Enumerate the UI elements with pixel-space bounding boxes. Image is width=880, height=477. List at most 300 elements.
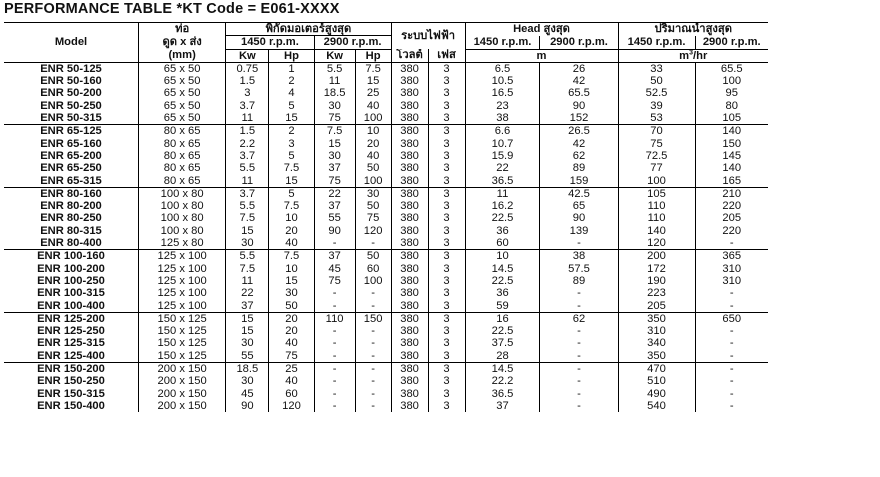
head-2900-cell: 152	[540, 112, 618, 125]
head-1450-cell: 6.5	[465, 62, 540, 75]
hp-2900-cell: -	[355, 388, 391, 400]
model-cell: ENR 65-250	[40, 162, 102, 175]
table-row	[4, 225, 768, 237]
table-row	[4, 350, 768, 363]
kw-1450-cell: 3.7	[226, 187, 269, 200]
hp-2900-cell: -	[355, 350, 391, 363]
head-2900-cell: 89	[540, 275, 618, 287]
kw-1450-cell: 3	[226, 87, 269, 99]
hp-1450-cell: 15	[269, 112, 314, 125]
flow-1450-cell: 120	[618, 237, 695, 250]
model-cell: ENR 50-160	[40, 75, 102, 88]
kw-1450-cell: 3.7	[226, 100, 269, 112]
volt-cell: 380	[391, 275, 428, 287]
hp-2900-cell: 60	[355, 263, 391, 275]
table-row	[4, 112, 768, 125]
kw-2900-cell: 37	[314, 250, 355, 263]
kw-2900-cell: 55	[314, 212, 355, 224]
head-1450-cell: 6.6	[465, 125, 540, 138]
pipe-cell: 80 x 65	[139, 138, 226, 150]
flow-2900-cell: -	[695, 300, 768, 313]
kw-1450-cell: 7.5	[226, 212, 269, 224]
phase-cell: 3	[428, 100, 465, 112]
hp-2900-header: Hp	[355, 49, 391, 62]
volt-cell: 380	[391, 112, 428, 125]
table-row	[4, 125, 768, 138]
kw-2900-cell: -	[314, 375, 355, 387]
volt-cell: 380	[391, 175, 428, 188]
flow-1450-cell: 310	[618, 325, 695, 337]
hp-1450-cell: 40	[269, 337, 314, 349]
head-2900-cell: -	[540, 237, 618, 250]
flow-1450-cell: 50	[618, 75, 695, 87]
phase-cell: 3	[428, 375, 465, 387]
kw-2900-cell: 30	[314, 100, 355, 112]
head-1450-cell: 60	[465, 237, 540, 250]
hp-2900-cell: 15	[355, 75, 391, 87]
table-row	[4, 275, 768, 287]
head-1450-cell: 10.7	[465, 138, 540, 150]
kw-1450-cell: 18.5	[226, 363, 269, 376]
flow-1450-cell: 350	[618, 350, 695, 363]
hp-2900-cell: -	[355, 375, 391, 387]
pipe-cell: 80 x 65	[139, 150, 226, 162]
head-2900-cell: 65.5	[540, 87, 618, 99]
volt-cell: 380	[391, 312, 428, 325]
head-1450-cell: 22.5	[465, 212, 540, 224]
pipe-cell: 125 x 100	[139, 287, 226, 299]
kw-2900-cell: 7.5	[314, 125, 355, 138]
kw-1450-cell: 1.5	[226, 125, 269, 138]
hp-1450-cell: 50	[269, 300, 314, 313]
flow-1450-cell: 540	[618, 400, 695, 412]
phase-cell: 3	[428, 62, 465, 75]
motor-1450-header: 1450 r.p.m.	[226, 36, 314, 49]
flow-2900-cell: -	[695, 237, 768, 250]
head-2900-cell: 89	[540, 162, 618, 174]
phase-cell: 3	[428, 75, 465, 87]
head-1450-cell: 15.9	[465, 150, 540, 162]
phase-header: เฟส	[428, 49, 465, 62]
kw-2900-cell: 37	[314, 200, 355, 212]
kw-1450-cell: 11	[226, 175, 269, 188]
pipe-cell: 200 x 150	[139, 363, 226, 376]
hp-1450-cell: 10	[269, 263, 314, 275]
head-2900-cell: -	[540, 325, 618, 337]
head-1450-cell: 59	[465, 300, 540, 313]
pipe-cell: 65 x 50	[139, 62, 226, 75]
volt-cell: 380	[391, 350, 428, 363]
head-1450-cell: 37.5	[465, 337, 540, 349]
hp-2900-cell: 100	[355, 275, 391, 287]
pipe-cell: 200 x 150	[139, 388, 226, 400]
kw-1450-cell: 30	[226, 237, 269, 250]
power-header: ระบบไฟฟ้า	[391, 23, 465, 50]
phase-cell: 3	[428, 237, 465, 250]
hp-2900-cell: 50	[355, 200, 391, 212]
head-1450-cell: 16.5	[465, 87, 540, 99]
pipe-cell: 65 x 50	[139, 112, 226, 125]
model-cell: ENR 150-250	[37, 375, 105, 388]
head-1450-cell: 36	[465, 287, 540, 299]
phase-cell: 3	[428, 112, 465, 125]
volt-cell: 380	[391, 212, 428, 224]
hp-1450-cell: 4	[269, 87, 314, 99]
table-row	[4, 162, 768, 174]
volt-cell: 380	[391, 100, 428, 112]
volt-cell: 380	[391, 75, 428, 87]
hp-1450-cell: 7.5	[269, 250, 314, 263]
hp-2900-cell: -	[355, 400, 391, 412]
table-row	[4, 138, 768, 150]
kw-2900-cell: 75	[314, 275, 355, 287]
head-1450-cell: 22.5	[465, 275, 540, 287]
hp-1450-cell: 20	[269, 312, 314, 325]
kw-1450-cell: 11	[226, 275, 269, 287]
hp-2900-cell: 40	[355, 100, 391, 112]
hp-2900-cell: 50	[355, 162, 391, 174]
volt-cell: 380	[391, 187, 428, 200]
flow-2900-cell: -	[695, 287, 768, 299]
kw-2900-cell: -	[314, 388, 355, 400]
kw-1450-cell: 2.2	[226, 138, 269, 150]
flow-2900-cell: 150	[695, 138, 768, 150]
flow-2900-cell: 205	[695, 212, 768, 224]
volt-cell: 380	[391, 287, 428, 299]
hp-2900-cell: 10	[355, 125, 391, 138]
hp-1450-cell: 15	[269, 175, 314, 188]
model-cell: ENR 125-200	[4, 312, 139, 325]
kw-2900-cell: 5.5	[314, 62, 355, 75]
head-2900-cell: 42	[540, 75, 618, 87]
table-row	[4, 337, 768, 349]
performance-table	[4, 22, 768, 412]
kw-2900-cell: 11	[314, 75, 355, 87]
hp-1450-cell: 60	[269, 388, 314, 400]
flow-1450-cell: 110	[618, 212, 695, 224]
flow-2900-cell: 100	[695, 75, 768, 87]
kw-1450-cell: 15	[226, 225, 269, 237]
table-row	[4, 237, 768, 250]
head-2900-cell: 42	[540, 138, 618, 150]
pipe-cell: 150 x 125	[139, 312, 226, 325]
head-2900-cell: 139	[540, 225, 618, 237]
head-2900-cell: 65	[540, 200, 618, 212]
flow-1450-cell: 77	[618, 162, 695, 174]
hp-2900-cell: 20	[355, 138, 391, 150]
pipe-cell: 65 x 50	[139, 100, 226, 112]
head-2900-cell: 90	[540, 212, 618, 224]
head-2900-cell: 62	[540, 150, 618, 162]
kw-2900-cell: -	[314, 300, 355, 313]
table-row	[4, 75, 768, 87]
head-1450-cell: 36.5	[465, 388, 540, 400]
table-row	[4, 250, 768, 263]
hp-2900-cell: 100	[355, 112, 391, 125]
flow-1450-cell: 100	[618, 175, 695, 188]
hp-1450-cell: 10	[269, 212, 314, 224]
table-row	[4, 150, 768, 162]
model-cell: ENR 100-160	[4, 250, 139, 263]
head-2900-cell: -	[540, 337, 618, 349]
flow-2900-header: 2900 r.p.m.	[695, 36, 768, 49]
flow-2900-cell: 650	[695, 312, 768, 325]
kw-1450-cell: 30	[226, 337, 269, 349]
phase-cell: 3	[428, 275, 465, 287]
hp-2900-cell: 120	[355, 225, 391, 237]
head-1450-cell: 22.2	[465, 375, 540, 387]
model-cell: ENR 50-250	[40, 99, 102, 112]
pipe-cell: 125 x 100	[139, 263, 226, 275]
hp-1450-cell: 7.5	[269, 162, 314, 174]
hp-1450-cell: 5	[269, 100, 314, 112]
flow-1450-cell: 470	[618, 363, 695, 376]
flow-2900-cell: -	[695, 325, 768, 337]
flow-1450-cell: 53	[618, 112, 695, 125]
page-title: PERFORMANCE TABLE *KT Code = E061-XXXX	[4, 1, 340, 17]
model-cell: ENR 125-250	[37, 325, 105, 338]
hp-2900-cell: -	[355, 287, 391, 299]
flow-1450-cell: 105	[618, 187, 695, 200]
table-row	[4, 363, 768, 376]
kw-1450-cell: 37	[226, 300, 269, 313]
volt-cell: 380	[391, 388, 428, 400]
head-1450-cell: 23	[465, 100, 540, 112]
hp-2900-cell: 50	[355, 250, 391, 263]
hp-2900-cell: -	[355, 363, 391, 376]
pipe-cell: 80 x 65	[139, 175, 226, 188]
model-cell: ENR 100-200	[37, 262, 105, 275]
hp-1450-cell: 40	[269, 375, 314, 387]
volt-header: โวลต์	[391, 49, 428, 62]
flow-1450-cell: 200	[618, 250, 695, 263]
volt-cell: 380	[391, 300, 428, 313]
table-row	[4, 212, 768, 224]
pipe-header-line2: ดูด x ส่ง	[139, 36, 226, 49]
pipe-header-unit: (mm)	[139, 49, 226, 62]
hp-2900-cell: 30	[355, 187, 391, 200]
hp-1450-header: Hp	[269, 49, 314, 62]
head-1450-cell: 22	[465, 162, 540, 174]
kw-1450-header: Kw	[226, 49, 269, 62]
phase-cell: 3	[428, 187, 465, 200]
volt-cell: 380	[391, 250, 428, 263]
flow-1450-cell: 72.5	[618, 150, 695, 162]
kw-2900-cell: 75	[314, 112, 355, 125]
phase-cell: 3	[428, 287, 465, 299]
model-cell: ENR 100-250	[37, 274, 105, 287]
model-header: Model	[4, 23, 139, 63]
kw-2900-header: Kw	[314, 49, 355, 62]
head-1450-cell: 36	[465, 225, 540, 237]
hp-1450-cell: 40	[269, 237, 314, 250]
flow-1450-cell: 172	[618, 263, 695, 275]
volt-cell: 380	[391, 150, 428, 162]
hp-1450-cell: 3	[269, 138, 314, 150]
flow-1450-cell: 39	[618, 100, 695, 112]
model-cell: ENR 150-315	[37, 387, 105, 400]
pipe-cell: 100 x 80	[139, 212, 226, 224]
kw-2900-cell: 22	[314, 187, 355, 200]
volt-cell: 380	[391, 263, 428, 275]
kw-2900-cell: -	[314, 287, 355, 299]
kw-2900-cell: -	[314, 237, 355, 250]
model-cell: ENR 100-315	[37, 287, 105, 300]
flow-1450-cell: 52.5	[618, 87, 695, 99]
pipe-cell: 80 x 65	[139, 162, 226, 174]
table-row	[4, 287, 768, 299]
model-cell: ENR 50-315	[40, 112, 102, 125]
model-cell: ENR 150-200	[4, 363, 139, 376]
pipe-cell: 125 x 100	[139, 275, 226, 287]
table-row	[4, 263, 768, 275]
hp-2900-cell: -	[355, 325, 391, 337]
flow-2900-cell: -	[695, 400, 768, 412]
volt-cell: 380	[391, 125, 428, 138]
hp-1450-cell: 75	[269, 350, 314, 363]
kw-2900-cell: 30	[314, 150, 355, 162]
head-2900-cell: -	[540, 350, 618, 363]
phase-cell: 3	[428, 125, 465, 138]
model-cell: ENR 125-400	[37, 349, 105, 362]
kw-1450-cell: 90	[226, 400, 269, 412]
phase-cell: 3	[428, 312, 465, 325]
hp-1450-cell: 20	[269, 225, 314, 237]
hp-1450-cell: 25	[269, 363, 314, 376]
hp-2900-cell: 150	[355, 312, 391, 325]
kw-1450-cell: 45	[226, 388, 269, 400]
table-row	[4, 400, 768, 412]
flow-2900-cell: 310	[695, 275, 768, 287]
kw-2900-cell: -	[314, 337, 355, 349]
phase-cell: 3	[428, 350, 465, 363]
flow-1450-cell: 33	[618, 62, 695, 75]
volt-cell: 380	[391, 62, 428, 75]
pipe-cell: 100 x 80	[139, 200, 226, 212]
phase-cell: 3	[428, 162, 465, 174]
head-1450-cell: 11	[465, 187, 540, 200]
phase-cell: 3	[428, 325, 465, 337]
pipe-cell: 150 x 125	[139, 350, 226, 363]
kw-1450-cell: 1.5	[226, 75, 269, 87]
volt-cell: 380	[391, 363, 428, 376]
model-cell: ENR 100-400	[37, 299, 105, 312]
kw-2900-cell: 18.5	[314, 87, 355, 99]
flow-2900-cell: 105	[695, 112, 768, 125]
model-cell: ENR 80-160	[4, 187, 139, 200]
flow-2900-cell: 95	[695, 87, 768, 99]
pipe-cell: 200 x 150	[139, 375, 226, 387]
volt-cell: 380	[391, 225, 428, 237]
head-1450-cell: 14.5	[465, 263, 540, 275]
kw-2900-cell: -	[314, 350, 355, 363]
phase-cell: 3	[428, 225, 465, 237]
flow-1450-header: 1450 r.p.m.	[618, 36, 695, 49]
phase-cell: 3	[428, 212, 465, 224]
kw-1450-cell: 30	[226, 375, 269, 387]
head-2900-header: 2900 r.p.m.	[540, 36, 618, 49]
head-2900-cell: 26	[540, 62, 618, 75]
hp-1450-cell: 120	[269, 400, 314, 412]
kw-1450-cell: 5.5	[226, 250, 269, 263]
table-row	[4, 87, 768, 99]
volt-cell: 380	[391, 375, 428, 387]
hp-2900-cell: -	[355, 300, 391, 313]
model-cell: ENR 65-160	[40, 137, 102, 150]
kw-2900-cell: 15	[314, 138, 355, 150]
hp-2900-cell: 100	[355, 175, 391, 188]
phase-cell: 3	[428, 337, 465, 349]
head-1450-cell: 10.5	[465, 75, 540, 87]
flow-2900-cell: -	[695, 363, 768, 376]
hp-1450-cell: 2	[269, 125, 314, 138]
model-cell: ENR 80-250	[40, 212, 102, 225]
hp-1450-cell: 5	[269, 150, 314, 162]
model-cell: ENR 80-400	[40, 237, 102, 250]
flow-2900-cell: 80	[695, 100, 768, 112]
flow-2900-cell: -	[695, 388, 768, 400]
flow-2900-cell: 210	[695, 187, 768, 200]
kw-2900-cell: -	[314, 400, 355, 412]
head-1450-cell: 16.2	[465, 200, 540, 212]
kw-2900-cell: -	[314, 363, 355, 376]
head-2900-cell: -	[540, 300, 618, 313]
volt-cell: 380	[391, 87, 428, 99]
head-1450-cell: 14.5	[465, 363, 540, 376]
flow-2900-cell: 365	[695, 250, 768, 263]
hp-1450-cell: 2	[269, 75, 314, 87]
model-cell: ENR 80-315	[40, 224, 102, 237]
phase-cell: 3	[428, 150, 465, 162]
head-2900-cell: 90	[540, 100, 618, 112]
phase-cell: 3	[428, 175, 465, 188]
head-1450-cell: 36.5	[465, 175, 540, 188]
phase-cell: 3	[428, 400, 465, 412]
pipe-cell: 150 x 125	[139, 337, 226, 349]
head-2900-cell: -	[540, 388, 618, 400]
flow-1450-cell: 350	[618, 312, 695, 325]
pipe-cell: 125 x 100	[139, 250, 226, 263]
flow-2900-cell: 145	[695, 150, 768, 162]
table-row	[4, 100, 768, 112]
head-1450-cell: 38	[465, 112, 540, 125]
hp-2900-cell: 7.5	[355, 62, 391, 75]
pipe-cell: 100 x 80	[139, 187, 226, 200]
phase-cell: 3	[428, 263, 465, 275]
pipe-cell: 125 x 100	[139, 300, 226, 313]
flow-1450-cell: 490	[618, 388, 695, 400]
hp-2900-cell: 40	[355, 150, 391, 162]
pipe-cell: 80 x 65	[139, 125, 226, 138]
pipe-cell: 100 x 80	[139, 225, 226, 237]
hp-1450-cell: 7.5	[269, 200, 314, 212]
phase-cell: 3	[428, 388, 465, 400]
phase-cell: 3	[428, 300, 465, 313]
phase-cell: 3	[428, 87, 465, 99]
flow-1450-cell: 510	[618, 375, 695, 387]
flow-2900-cell: -	[695, 375, 768, 387]
flow-header: ปริมาณน้ำสูงสุด	[618, 23, 768, 36]
flow-2900-cell: 310	[695, 263, 768, 275]
kw-1450-cell: 7.5	[226, 263, 269, 275]
head-2900-cell: -	[540, 400, 618, 412]
kw-1450-cell: 5.5	[226, 200, 269, 212]
flow-2900-cell: -	[695, 350, 768, 363]
head-1450-header: 1450 r.p.m.	[465, 36, 540, 49]
volt-cell: 380	[391, 200, 428, 212]
head-1450-cell: 28	[465, 350, 540, 363]
flow-2900-cell: -	[695, 337, 768, 349]
